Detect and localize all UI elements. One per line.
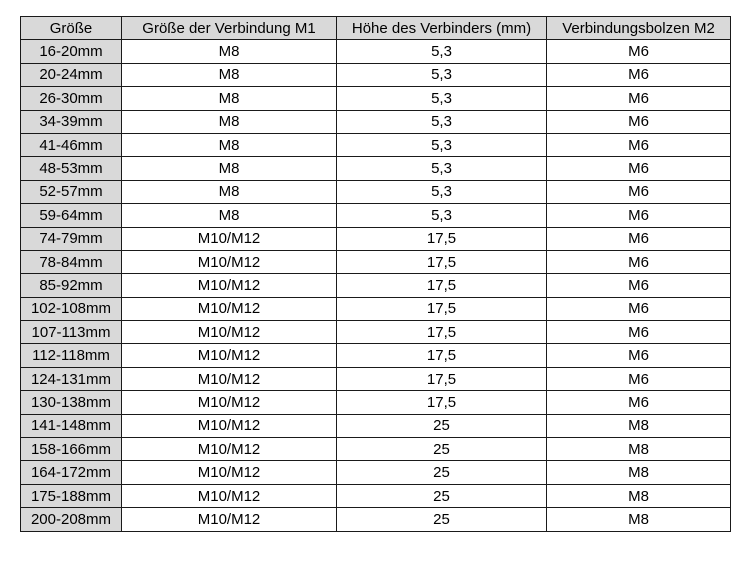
header-connection-size-m1: Größe der Verbindung M1 <box>122 17 337 40</box>
bolt-cell: M6 <box>547 180 731 203</box>
bolt-cell: M8 <box>547 484 731 507</box>
table-row <box>21 438 731 461</box>
size-cell: 52-57mm <box>21 180 122 203</box>
size-cell: 34-39mm <box>21 110 122 133</box>
table-row <box>21 344 731 367</box>
table-row <box>21 180 731 203</box>
connector-height-cell: 17,5 <box>337 321 547 344</box>
bolt-cell: M6 <box>547 63 731 86</box>
table-row <box>21 250 731 273</box>
connector-height-cell: 5,3 <box>337 110 547 133</box>
table-row <box>21 87 731 110</box>
connector-height-cell: 5,3 <box>337 63 547 86</box>
connection-size-cell: M8 <box>122 180 337 203</box>
connector-height-cell: 5,3 <box>337 133 547 156</box>
size-cell: 41-46mm <box>21 133 122 156</box>
connection-size-cell: M10/M12 <box>122 438 337 461</box>
table-row <box>21 414 731 437</box>
header-size: Größe <box>21 17 122 40</box>
table-body <box>21 40 731 531</box>
connector-height-cell: 17,5 <box>337 344 547 367</box>
spec-table <box>20 16 731 532</box>
size-cell: 112-118mm <box>21 344 122 367</box>
bolt-cell: M6 <box>547 227 731 250</box>
connector-height-cell: 17,5 <box>337 391 547 414</box>
bolt-cell: M6 <box>547 367 731 390</box>
size-cell: 124-131mm <box>21 367 122 390</box>
size-cell: 102-108mm <box>21 297 122 320</box>
table-header-row <box>21 17 731 40</box>
connection-size-cell: M8 <box>122 133 337 156</box>
connection-size-cell: M10/M12 <box>122 367 337 390</box>
connection-size-cell: M10/M12 <box>122 321 337 344</box>
table-row <box>21 297 731 320</box>
table-row <box>21 461 731 484</box>
connection-size-cell: M10/M12 <box>122 508 337 531</box>
connection-size-cell: M8 <box>122 87 337 110</box>
table-row <box>21 63 731 86</box>
size-cell: 107-113mm <box>21 321 122 344</box>
connection-size-cell: M10/M12 <box>122 391 337 414</box>
connector-height-cell: 5,3 <box>337 157 547 180</box>
connection-size-cell: M10/M12 <box>122 461 337 484</box>
table-row <box>21 133 731 156</box>
connector-height-cell: 17,5 <box>337 227 547 250</box>
connection-size-cell: M10/M12 <box>122 344 337 367</box>
connection-size-cell: M10/M12 <box>122 274 337 297</box>
connector-height-cell: 5,3 <box>337 87 547 110</box>
connector-height-cell: 5,3 <box>337 40 547 63</box>
bolt-cell: M6 <box>547 133 731 156</box>
bolt-cell: M6 <box>547 157 731 180</box>
table-row <box>21 157 731 180</box>
bolt-cell: M6 <box>547 204 731 227</box>
connection-size-cell: M8 <box>122 40 337 63</box>
connector-height-cell: 25 <box>337 438 547 461</box>
table-row <box>21 391 731 414</box>
table-row <box>21 508 731 531</box>
size-cell: 59-64mm <box>21 204 122 227</box>
bolt-cell: M6 <box>547 250 731 273</box>
table-row <box>21 274 731 297</box>
bolt-cell: M8 <box>547 508 731 531</box>
bolt-cell: M6 <box>547 297 731 320</box>
size-cell: 200-208mm <box>21 508 122 531</box>
table-row <box>21 321 731 344</box>
connector-height-cell: 25 <box>337 484 547 507</box>
connector-height-cell: 17,5 <box>337 250 547 273</box>
connector-height-cell: 5,3 <box>337 204 547 227</box>
connector-height-cell: 25 <box>337 461 547 484</box>
size-cell: 26-30mm <box>21 87 122 110</box>
connector-height-cell: 5,3 <box>337 180 547 203</box>
connection-size-cell: M8 <box>122 157 337 180</box>
bolt-cell: M6 <box>547 391 731 414</box>
connection-size-cell: M10/M12 <box>122 484 337 507</box>
connection-size-cell: M10/M12 <box>122 414 337 437</box>
bolt-cell: M6 <box>547 40 731 63</box>
size-cell: 48-53mm <box>21 157 122 180</box>
connection-size-cell: M8 <box>122 63 337 86</box>
bolt-cell: M6 <box>547 344 731 367</box>
size-cell: 20-24mm <box>21 63 122 86</box>
size-cell: 78-84mm <box>21 250 122 273</box>
table-row <box>21 227 731 250</box>
connector-height-cell: 17,5 <box>337 367 547 390</box>
connector-height-cell: 17,5 <box>337 297 547 320</box>
bolt-cell: M6 <box>547 321 731 344</box>
connector-height-cell: 17,5 <box>337 274 547 297</box>
table-row <box>21 204 731 227</box>
size-cell: 141-148mm <box>21 414 122 437</box>
table-row <box>21 110 731 133</box>
size-cell: 130-138mm <box>21 391 122 414</box>
size-cell: 16-20mm <box>21 40 122 63</box>
table-row <box>21 40 731 63</box>
size-cell: 175-188mm <box>21 484 122 507</box>
connection-size-cell: M10/M12 <box>122 250 337 273</box>
bolt-cell: M6 <box>547 274 731 297</box>
bolt-cell: M6 <box>547 110 731 133</box>
bolt-cell: M6 <box>547 87 731 110</box>
header-connector-height: Höhe des Verbinders (mm) <box>337 17 547 40</box>
connection-size-cell: M10/M12 <box>122 297 337 320</box>
size-cell: 158-166mm <box>21 438 122 461</box>
connector-height-cell: 25 <box>337 414 547 437</box>
header-connection-bolt-m2: Verbindungsbolzen M2 <box>547 17 731 40</box>
table-row <box>21 484 731 507</box>
size-cell: 164-172mm <box>21 461 122 484</box>
size-cell: 85-92mm <box>21 274 122 297</box>
bolt-cell: M8 <box>547 438 731 461</box>
connection-size-cell: M8 <box>122 110 337 133</box>
connection-size-cell: M10/M12 <box>122 227 337 250</box>
connector-height-cell: 25 <box>337 508 547 531</box>
size-cell: 74-79mm <box>21 227 122 250</box>
bolt-cell: M8 <box>547 414 731 437</box>
table-row <box>21 367 731 390</box>
connection-size-cell: M8 <box>122 204 337 227</box>
bolt-cell: M8 <box>547 461 731 484</box>
